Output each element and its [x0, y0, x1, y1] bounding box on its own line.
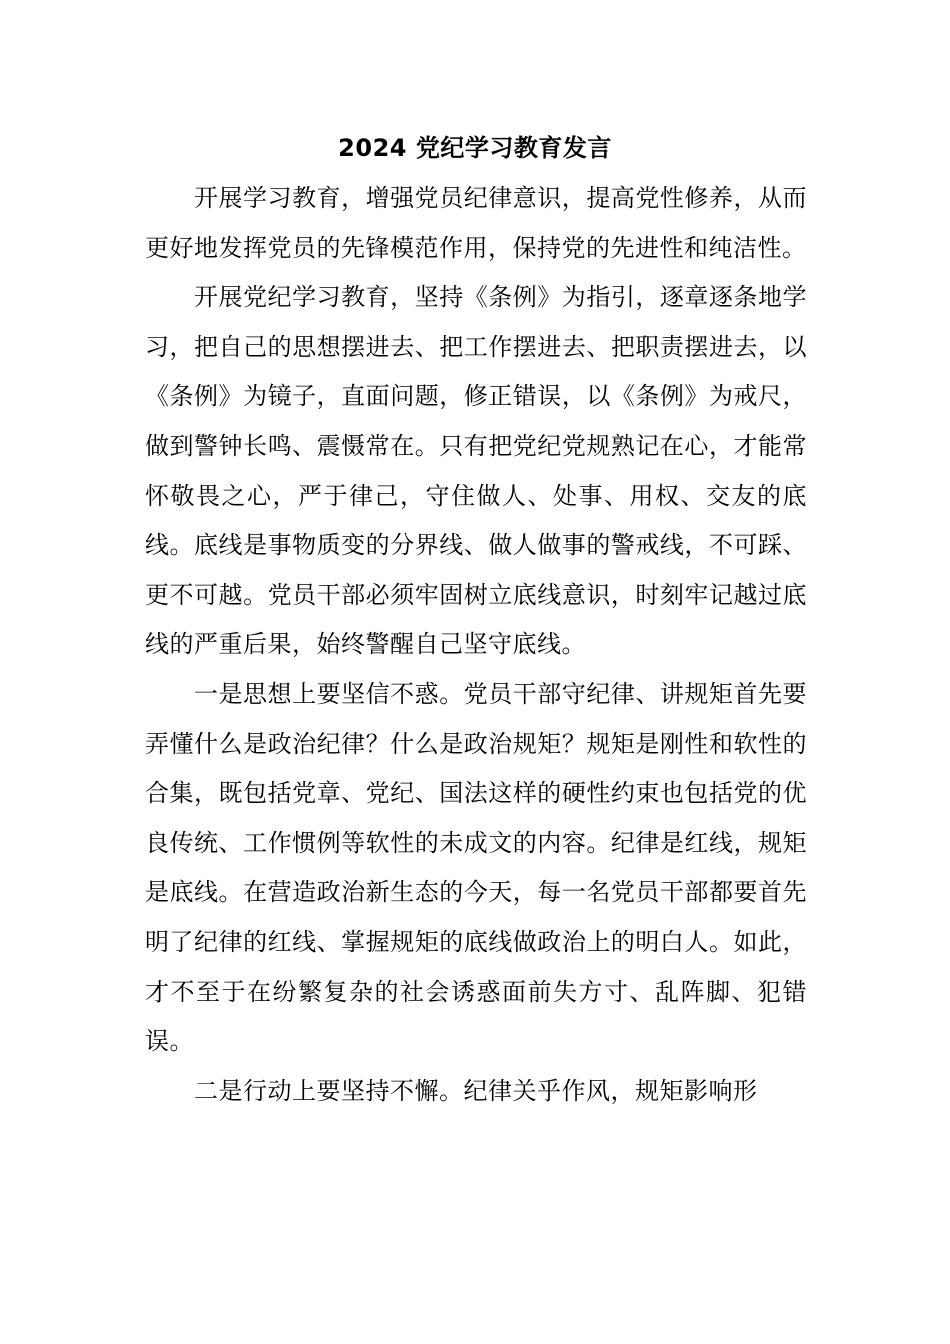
paragraph-1: 开展学习教育，增强党员纪律意识，提高党性修养，从而更好地发挥党员的先锋模范作用，保持党的先进性和纯洁性。: [145, 184, 807, 262]
document-body: [145, 174, 807, 1116]
document-title: 2024 党纪学习教育发言: [338, 134, 612, 162]
paragraph-3: 一是思想上要坚信不惑。党员干部守纪律、讲规矩首先要弄懂什么是政治纪律？什么是政治规矩？规矩是刚性和软性的合集，既包括党章、党纪、国法这样的硬性约束也包括党的优良传统、工作惯例等软性的未成文的内容。纪律是红线，规矩是底线。在营造政治新生态的今天，每一名党员干部都要首先明了纪律的红线、掌握规矩的底线做政治上的明白人。如此，才不至于在纷繁复杂的社会诱惑面前失方寸、乱阵脚、犯错误。: [145, 679, 807, 1056]
paragraph-4: 二是行动上要坚持不懈。纪律关乎作风，规矩影响形: [194, 1076, 758, 1105]
paragraph-2: 开展党纪学习教育，坚持《条例》为指引，逐章逐条地学习，把自己的思想摆进去、把工作摆进去、把职责摆进去，以《条例》为镜子，直面问题，修正错误，以《条例》为戒尺，做到警钟长鸣、震慑常在。只有把党纪党规熟记在心，才能常怀敬畏之心，严于律己，守住做人、处事、用权、交友的底线。底线是事物质变的分界线、做人做事的警戒线，不可踩、更不可越。党员干部必须牢固树立底线意识，时刻牢记越过底线的严重后果，始终警醒自己坚守底线。: [145, 283, 807, 659]
